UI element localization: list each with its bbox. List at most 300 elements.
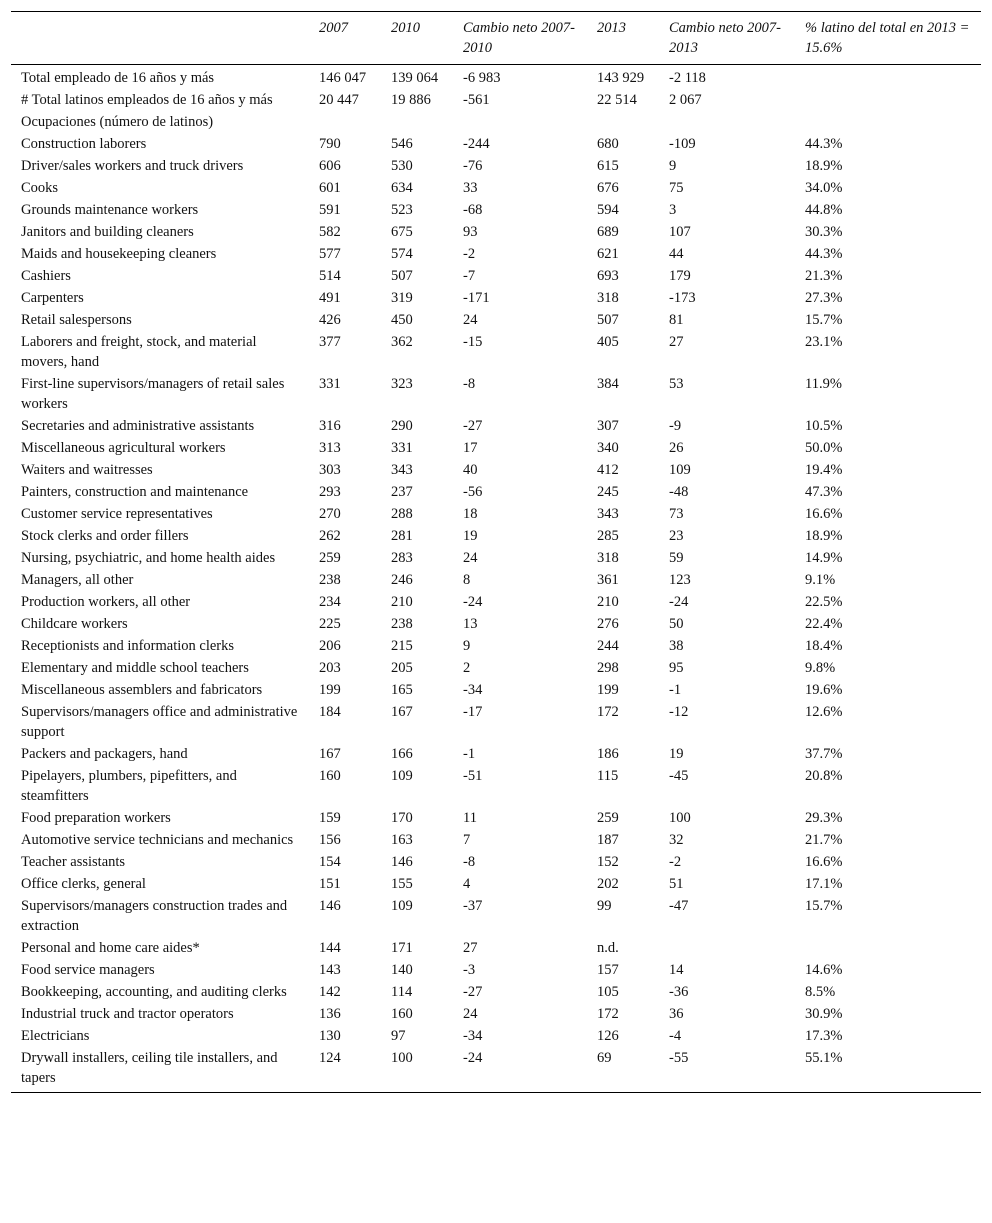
value-2010-cell: 205 [391, 660, 413, 676]
change-2007-2010-cell: -2 [463, 246, 476, 262]
value-2010-cell: 19 886 [391, 92, 431, 108]
occupation-cell: Driver/sales workers and truck drivers [21, 158, 244, 174]
value-2013-cell: 157 [597, 962, 619, 978]
latino-share-cell: 27.3% [805, 290, 843, 306]
value-2007-cell: 151 [319, 876, 341, 892]
table-row [11, 309, 981, 331]
occupation-cell: Drywall installers, ceiling tile installers, and tapers [21, 1050, 278, 1086]
table-row [11, 133, 981, 155]
table-header [11, 12, 981, 65]
occupation-cell: Laborers and freight, stock, and material movers, hand [21, 334, 257, 370]
change-2007-2013-cell: 9 [669, 158, 677, 174]
value-2007-cell: 259 [319, 550, 341, 566]
value-2010-cell: 523 [391, 202, 413, 218]
value-2010-cell: 100 [391, 1050, 413, 1066]
change-2007-2010-cell: 18 [463, 506, 478, 522]
value-2013-cell: 172 [597, 704, 619, 720]
value-2007-cell: 790 [319, 136, 341, 152]
table-row [11, 221, 981, 243]
value-2007-cell: 262 [319, 528, 341, 544]
change-2007-2010-cell: -561 [463, 92, 490, 108]
value-2007-cell: 270 [319, 506, 341, 522]
latino-share-cell [795, 65, 981, 90]
table-row [11, 807, 981, 829]
table-row [11, 199, 981, 221]
latino-share-cell: 44.8% [805, 202, 843, 218]
change-2007-2013-cell: -45 [669, 768, 689, 784]
value-2007-cell: 159 [319, 810, 341, 826]
occupation-cell: Ocupaciones (número de latinos) [21, 114, 214, 130]
change-2007-2013-cell: -109 [669, 136, 696, 152]
value-2013-cell: 621 [597, 246, 619, 262]
value-2013-cell: 99 [597, 898, 612, 914]
value-2013-cell: 594 [597, 202, 619, 218]
value-2010-cell: 139 064 [391, 70, 439, 86]
value-2010-cell: 109 [391, 898, 413, 914]
change-2007-2010-cell: -17 [463, 704, 483, 720]
value-2007-cell: 316 [319, 418, 341, 434]
value-2013-cell: 680 [597, 136, 619, 152]
value-2010-cell: 319 [391, 290, 413, 306]
value-2010-cell: 323 [391, 376, 413, 392]
change-2007-2010-cell: -37 [463, 898, 483, 914]
table-row [11, 415, 981, 437]
change-2007-2010-cell: -24 [463, 594, 483, 610]
latino-share-cell: 22.5% [805, 594, 843, 610]
latino-share-cell: 29.3% [805, 810, 843, 826]
change-2007-2013-cell: -1 [669, 682, 682, 698]
change-2007-2013-cell: -55 [669, 1050, 689, 1066]
value-2010-cell: 507 [391, 268, 413, 284]
change-2007-2013-cell: 38 [669, 638, 684, 654]
latino-share-cell: 14.9% [805, 550, 843, 566]
value-2007-cell: 225 [319, 616, 341, 632]
latino-share-cell: 50.0% [805, 440, 843, 456]
occupation-cell: Miscellaneous agricultural workers [21, 440, 226, 456]
change-2007-2013-cell: -12 [669, 704, 689, 720]
value-2013-cell: 22 514 [597, 92, 637, 108]
value-2007-cell: 234 [319, 594, 341, 610]
table-row [11, 1003, 981, 1025]
value-2010-cell: 634 [391, 180, 413, 196]
value-2013-cell: 412 [597, 462, 619, 478]
latino-share-cell: 44.3% [805, 136, 843, 152]
change-2007-2010-cell: -7 [463, 268, 476, 284]
table-row [11, 981, 981, 1003]
occupation-cell: Customer service representatives [21, 506, 213, 522]
value-2007-cell: 143 [319, 962, 341, 978]
change-2007-2013-cell: 44 [669, 246, 684, 262]
value-2013-cell: 276 [597, 616, 619, 632]
occupation-cell: Teacher assistants [21, 854, 126, 870]
value-2010-cell: 215 [391, 638, 413, 654]
header-change-2007-2010: Cambio neto 2007-2010 [463, 20, 575, 56]
value-2007-cell: 377 [319, 334, 341, 350]
occupation-cell: Construction laborers [21, 136, 147, 152]
value-2007-cell: 591 [319, 202, 341, 218]
latino-share-cell: 47.3% [805, 484, 843, 500]
value-2010-cell: 675 [391, 224, 413, 240]
table-row [11, 177, 981, 199]
change-2007-2013-cell: -173 [669, 290, 696, 306]
value-2013-cell: 186 [597, 746, 619, 762]
latino-share-cell: 22.4% [805, 616, 843, 632]
change-2007-2010-cell: 24 [463, 312, 478, 328]
occupation-cell: Nursing, psychiatric, and home health aides [21, 550, 276, 566]
occupation-cell: Elementary and middle school teachers [21, 660, 249, 676]
change-2007-2010-cell: 93 [463, 224, 478, 240]
latino-share-cell: 20.8% [805, 768, 843, 784]
change-2007-2010-cell: -3 [463, 962, 476, 978]
change-2007-2013-cell: 75 [669, 180, 684, 196]
latino-share-cell [795, 89, 981, 111]
value-2007-cell: 156 [319, 832, 341, 848]
change-2007-2010-cell: -24 [463, 1050, 483, 1066]
change-2007-2010-cell: -76 [463, 158, 483, 174]
value-2013-cell: 307 [597, 418, 619, 434]
value-2010-cell: 140 [391, 962, 413, 978]
change-2007-2013-cell: -24 [669, 594, 689, 610]
value-2010-cell: 160 [391, 1006, 413, 1022]
occupation-cell: Retail salespersons [21, 312, 132, 328]
occupation-cell: Carpenters [21, 290, 84, 306]
latino-share-cell: 15.7% [805, 312, 843, 328]
value-2007-cell: 606 [319, 158, 341, 174]
value-2007-cell: 203 [319, 660, 341, 676]
table-row [11, 851, 981, 873]
change-2007-2010-cell: 4 [463, 876, 471, 892]
change-2007-2010-cell: -27 [463, 984, 483, 1000]
value-2010-cell: 246 [391, 572, 413, 588]
value-2010-cell: 155 [391, 876, 413, 892]
value-2007-cell: 491 [319, 290, 341, 306]
change-2007-2010-cell: -15 [463, 334, 483, 350]
table-row [11, 265, 981, 287]
change-2007-2013-cell: -47 [669, 898, 689, 914]
header-change-2007-2013: Cambio neto 2007-2013 [669, 20, 781, 56]
table-row [11, 743, 981, 765]
change-2007-2013-cell: -2 [669, 854, 682, 870]
latino-share-cell: 55.1% [805, 1050, 843, 1066]
value-2013-cell: 361 [597, 572, 619, 588]
table-row [11, 65, 981, 90]
value-2013-cell: 69 [597, 1050, 612, 1066]
table-row [11, 503, 981, 525]
change-2007-2010-cell: 40 [463, 462, 478, 478]
value-2013-cell: 115 [597, 768, 619, 784]
change-2007-2013-cell [659, 937, 795, 959]
value-2007-cell: 167 [319, 746, 341, 762]
change-2007-2013-cell: 100 [669, 810, 691, 826]
table-row [11, 437, 981, 459]
change-2007-2010-cell: 24 [463, 1006, 478, 1022]
value-2010-cell: 171 [391, 940, 413, 956]
table-row [11, 481, 981, 503]
value-2013-cell: 244 [597, 638, 619, 654]
change-2007-2010-cell: -8 [463, 376, 476, 392]
value-2010-cell: 109 [391, 768, 413, 784]
change-2007-2010-cell: 24 [463, 550, 478, 566]
occupation-cell: Bookkeeping, accounting, and auditing clerks [21, 984, 287, 1000]
value-2010-cell: 288 [391, 506, 413, 522]
value-2013-cell: 340 [597, 440, 619, 456]
change-2007-2013-cell: 59 [669, 550, 684, 566]
occupations-table [11, 11, 981, 1093]
value-2007-cell: 514 [319, 268, 341, 284]
table-row [11, 459, 981, 481]
latino-share-cell: 19.6% [805, 682, 843, 698]
value-2013-cell: 507 [597, 312, 619, 328]
header-2007: 2007 [319, 20, 348, 36]
change-2007-2013-cell: -48 [669, 484, 689, 500]
latino-share-cell: 11.9% [805, 376, 842, 392]
value-2010-cell: 238 [391, 616, 413, 632]
occupation-cell: Packers and packagers, hand [21, 746, 188, 762]
change-2007-2013-cell: 107 [669, 224, 691, 240]
occupation-cell: Janitors and building cleaners [21, 224, 194, 240]
occupation-cell: Stock clerks and order fillers [21, 528, 189, 544]
change-2007-2010-cell: -51 [463, 768, 483, 784]
table-row [11, 331, 981, 373]
latino-share-cell: 16.6% [805, 506, 843, 522]
latino-share-cell: 21.3% [805, 268, 843, 284]
value-2013-cell: 105 [597, 984, 619, 1000]
value-2010-cell: 165 [391, 682, 413, 698]
change-2007-2010-cell: 8 [463, 572, 471, 588]
value-2013-cell [587, 111, 659, 133]
value-2013-cell: 259 [597, 810, 619, 826]
occupation-cell: Managers, all other [21, 572, 134, 588]
value-2010-cell: 450 [391, 312, 413, 328]
value-2007-cell: 20 447 [319, 92, 359, 108]
latino-share-cell: 9.1% [805, 572, 836, 588]
table-row [11, 89, 981, 111]
value-2013-cell: 210 [597, 594, 619, 610]
value-2010-cell: 546 [391, 136, 413, 152]
change-2007-2010-cell [453, 111, 587, 133]
table-row [11, 287, 981, 309]
table-row [11, 657, 981, 679]
change-2007-2013-cell: 32 [669, 832, 684, 848]
value-2013-cell: 318 [597, 290, 619, 306]
value-2007-cell: 601 [319, 180, 341, 196]
change-2007-2010-cell: 11 [463, 810, 477, 826]
change-2007-2010-cell: 13 [463, 616, 478, 632]
value-2013-cell: 615 [597, 158, 619, 174]
value-2013-cell: 405 [597, 334, 619, 350]
value-2010-cell: 331 [391, 440, 413, 456]
value-2007-cell: 142 [319, 984, 341, 1000]
change-2007-2013-cell: 73 [669, 506, 684, 522]
occupation-cell: Secretaries and administrative assistants [21, 418, 255, 434]
value-2010-cell: 114 [391, 984, 413, 1000]
occupation-cell: Waiters and waitresses [21, 462, 153, 478]
value-2007-cell: 238 [319, 572, 341, 588]
value-2010-cell: 574 [391, 246, 413, 262]
value-2007-cell: 136 [319, 1006, 341, 1022]
value-2013-cell: 298 [597, 660, 619, 676]
header-row [11, 12, 981, 65]
latino-share-cell: 37.7% [805, 746, 843, 762]
value-2007-cell: 293 [319, 484, 341, 500]
value-2013-cell: 172 [597, 1006, 619, 1022]
value-2007-cell: 206 [319, 638, 341, 654]
occupation-cell: Miscellaneous assemblers and fabricators [21, 682, 263, 698]
latino-share-cell: 23.1% [805, 334, 843, 350]
value-2007-cell: 331 [319, 376, 341, 392]
value-2010-cell: 283 [391, 550, 413, 566]
value-2007-cell: 154 [319, 854, 341, 870]
value-2013-cell: 285 [597, 528, 619, 544]
change-2007-2013-cell: -36 [669, 984, 689, 1000]
latino-share-cell: 15.7% [805, 898, 843, 914]
table-row [11, 613, 981, 635]
change-2007-2010-cell: -34 [463, 1028, 483, 1044]
latino-share-cell [795, 937, 981, 959]
value-2007-cell: 184 [319, 704, 341, 720]
table-row [11, 243, 981, 265]
change-2007-2010-cell: -8 [463, 854, 476, 870]
latino-share-cell: 21.7% [805, 832, 843, 848]
occupation-cell: Receptionists and information clerks [21, 638, 235, 654]
table-row [11, 937, 981, 959]
value-2007-cell: 426 [319, 312, 341, 328]
change-2007-2013-cell: -4 [669, 1028, 682, 1044]
latino-share-cell: 17.3% [805, 1028, 843, 1044]
latino-share-cell: 30.9% [805, 1006, 843, 1022]
occupation-cell: Food preparation workers [21, 810, 171, 826]
value-2010-cell: 97 [391, 1028, 406, 1044]
value-2010-cell: 146 [391, 854, 413, 870]
change-2007-2013-cell: 14 [669, 962, 684, 978]
change-2007-2013-cell: 50 [669, 616, 684, 632]
table-row [11, 895, 981, 937]
latino-share-cell [795, 111, 981, 133]
value-2007-cell: 577 [319, 246, 341, 262]
occupation-cell: Painters, construction and maintenance [21, 484, 249, 500]
change-2007-2010-cell: 17 [463, 440, 478, 456]
table-row [11, 569, 981, 591]
table-row [11, 701, 981, 743]
value-2013-cell: 152 [597, 854, 619, 870]
occupation-cell: Automotive service technicians and mechanics [21, 832, 294, 848]
table-row [11, 111, 981, 133]
latino-share-cell: 14.6% [805, 962, 843, 978]
header-2010: 2010 [391, 20, 420, 36]
value-2007-cell: 144 [319, 940, 341, 956]
value-2007-cell: 313 [319, 440, 341, 456]
value-2010-cell: 166 [391, 746, 413, 762]
value-2013-cell: 202 [597, 876, 619, 892]
latino-share-cell: 10.5% [805, 418, 843, 434]
value-2010-cell: 170 [391, 810, 413, 826]
table-row [11, 829, 981, 851]
latino-share-cell: 44.3% [805, 246, 843, 262]
table-body [11, 65, 981, 1093]
change-2007-2010-cell: 2 [463, 660, 471, 676]
value-2007-cell: 130 [319, 1028, 341, 1044]
occupation-cell: Childcare workers [21, 616, 128, 632]
occupation-cell: Production workers, all other [21, 594, 191, 610]
value-2013-cell: 689 [597, 224, 619, 240]
occupation-cell: Industrial truck and tractor operators [21, 1006, 234, 1022]
latino-share-cell: 17.1% [805, 876, 843, 892]
change-2007-2013-cell: 179 [669, 268, 691, 284]
occupation-cell: # Total latinos empleados de 16 años y más [21, 92, 273, 108]
change-2007-2010-cell: -56 [463, 484, 483, 500]
occupation-cell: Personal and home care aides* [21, 940, 200, 956]
table-row [11, 547, 981, 569]
change-2007-2010-cell: -68 [463, 202, 483, 218]
value-2013-cell: 318 [597, 550, 619, 566]
change-2007-2013-cell: 23 [669, 528, 684, 544]
change-2007-2010-cell: -27 [463, 418, 483, 434]
change-2007-2013-cell: 81 [669, 312, 684, 328]
change-2007-2013-cell: 109 [669, 462, 691, 478]
value-2010-cell: 530 [391, 158, 413, 174]
value-2013-cell: n.d. [597, 940, 619, 956]
change-2007-2010-cell: 7 [463, 832, 471, 848]
value-2010-cell [381, 111, 453, 133]
value-2007-cell: 160 [319, 768, 341, 784]
table-row [11, 959, 981, 981]
table-row [11, 1025, 981, 1047]
occupation-cell: Pipelayers, plumbers, pipefitters, and steamfitters [21, 768, 237, 804]
change-2007-2010-cell: -244 [463, 136, 490, 152]
change-2007-2010-cell: -34 [463, 682, 483, 698]
occupation-cell: Electricians [21, 1028, 90, 1044]
value-2013-cell: 187 [597, 832, 619, 848]
occupation-cell: First-line supervisors/managers of retail sales workers [21, 376, 285, 412]
latino-share-cell: 12.6% [805, 704, 843, 720]
change-2007-2010-cell: 9 [463, 638, 471, 654]
value-2010-cell: 290 [391, 418, 413, 434]
latino-share-cell: 19.4% [805, 462, 843, 478]
occupation-cell: Office clerks, general [21, 876, 146, 892]
value-2010-cell: 281 [391, 528, 413, 544]
header-2013: 2013 [597, 20, 626, 36]
change-2007-2010-cell: 19 [463, 528, 478, 544]
table-row [11, 1047, 981, 1093]
change-2007-2013-cell: 3 [669, 202, 677, 218]
value-2007-cell: 199 [319, 682, 341, 698]
change-2007-2013-cell: 2 067 [669, 92, 702, 108]
change-2007-2010-cell: -171 [463, 290, 490, 306]
value-2007-cell: 124 [319, 1050, 341, 1066]
value-2007-cell [309, 111, 381, 133]
table-row [11, 525, 981, 547]
value-2010-cell: 237 [391, 484, 413, 500]
change-2007-2013-cell: 27 [669, 334, 684, 350]
table-row [11, 635, 981, 657]
change-2007-2013-cell: -2 118 [669, 70, 706, 86]
latino-share-cell: 9.8% [805, 660, 836, 676]
occupation-cell: Supervisors/managers construction trades and extraction [21, 898, 288, 934]
change-2007-2010-cell: -1 [463, 746, 476, 762]
change-2007-2013-cell: 26 [669, 440, 684, 456]
change-2007-2013-cell: 19 [669, 746, 684, 762]
latino-share-cell: 8.5% [805, 984, 836, 1000]
table-row [11, 765, 981, 807]
value-2010-cell: 362 [391, 334, 413, 350]
latino-share-cell: 34.0% [805, 180, 843, 196]
value-2010-cell: 163 [391, 832, 413, 848]
occupation-cell: Cashiers [21, 268, 71, 284]
value-2010-cell: 210 [391, 594, 413, 610]
change-2007-2013-cell: -9 [669, 418, 682, 434]
change-2007-2013-cell: 53 [669, 376, 684, 392]
change-2007-2013-cell: 51 [669, 876, 684, 892]
